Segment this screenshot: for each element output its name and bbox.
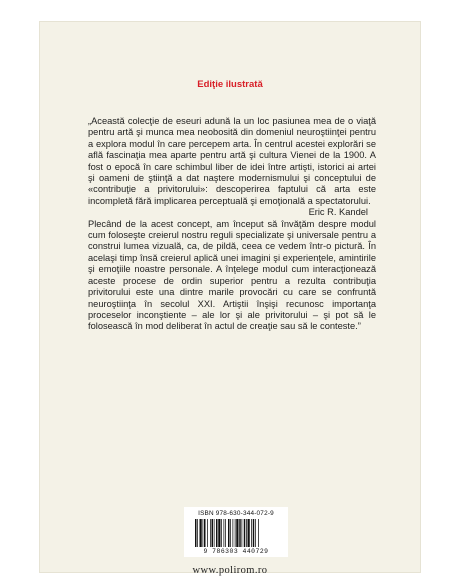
blurb-text	[88, 116, 376, 333]
isbn-label: ISBN 978-630-344-072-9	[198, 510, 274, 517]
publisher-website: www.polirom.ro	[192, 565, 268, 576]
edition-label: Ediţie ilustrată	[197, 79, 263, 90]
blurb-paragraph-1: „Această colecţie de eseuri adună la un loc pasiunea mea de o viaţă pentru artă şi munca mea neobosită din domeniul neuroştiinţei pentru a explora modul în care percepem arta. În centrul acestei explorări se află fascinaţia mea aparte pentru artă şi cultura Vienei de la 1900. A fost o epocă în care schimbul liber de idei între artişti, istorici ai artei şi oameni de ştiinţă a dat naştere modernismului şi conceptului de «contribuţie a privitorului»: descoperirea faptului că arta este incompletă fără implicarea perceptuală şi emoţională a spectatorului.	[88, 116, 376, 206]
barcode-icon	[194, 519, 278, 547]
barcode-digits: 9 786303 440729	[203, 548, 269, 555]
barcode-panel	[184, 507, 288, 557]
blurb-paragraph-2: Plecând de la acest concept, am început să învăţăm despre modul cum foloseşte creierul nostru reguli specializate şi universale pentru a construi lumea vizuală, ca, de pildă, ceea ce vedem într-o pictură. În acelaşi timp însă creierul aplică unei imagini şi experienţele, amintirile şi emoţiile noastre personale. A înţelege modul cum interacţionează aceste procese de ordin superior pentru a rezulta contribuţia privitorului este una dintre marile provocări cu care se confruntă neuroştiinţa în secolul XXI. Artiştii înşişi recunosc importanţa proceselor inconştiente – ale lor şi ale privitorului – şi pot să le folosească în mod deliberat în actul de creaţie sau să le conteste.”	[88, 218, 376, 332]
author-name: Eric R. Kandel	[308, 207, 368, 218]
book-back-cover	[40, 22, 420, 576]
